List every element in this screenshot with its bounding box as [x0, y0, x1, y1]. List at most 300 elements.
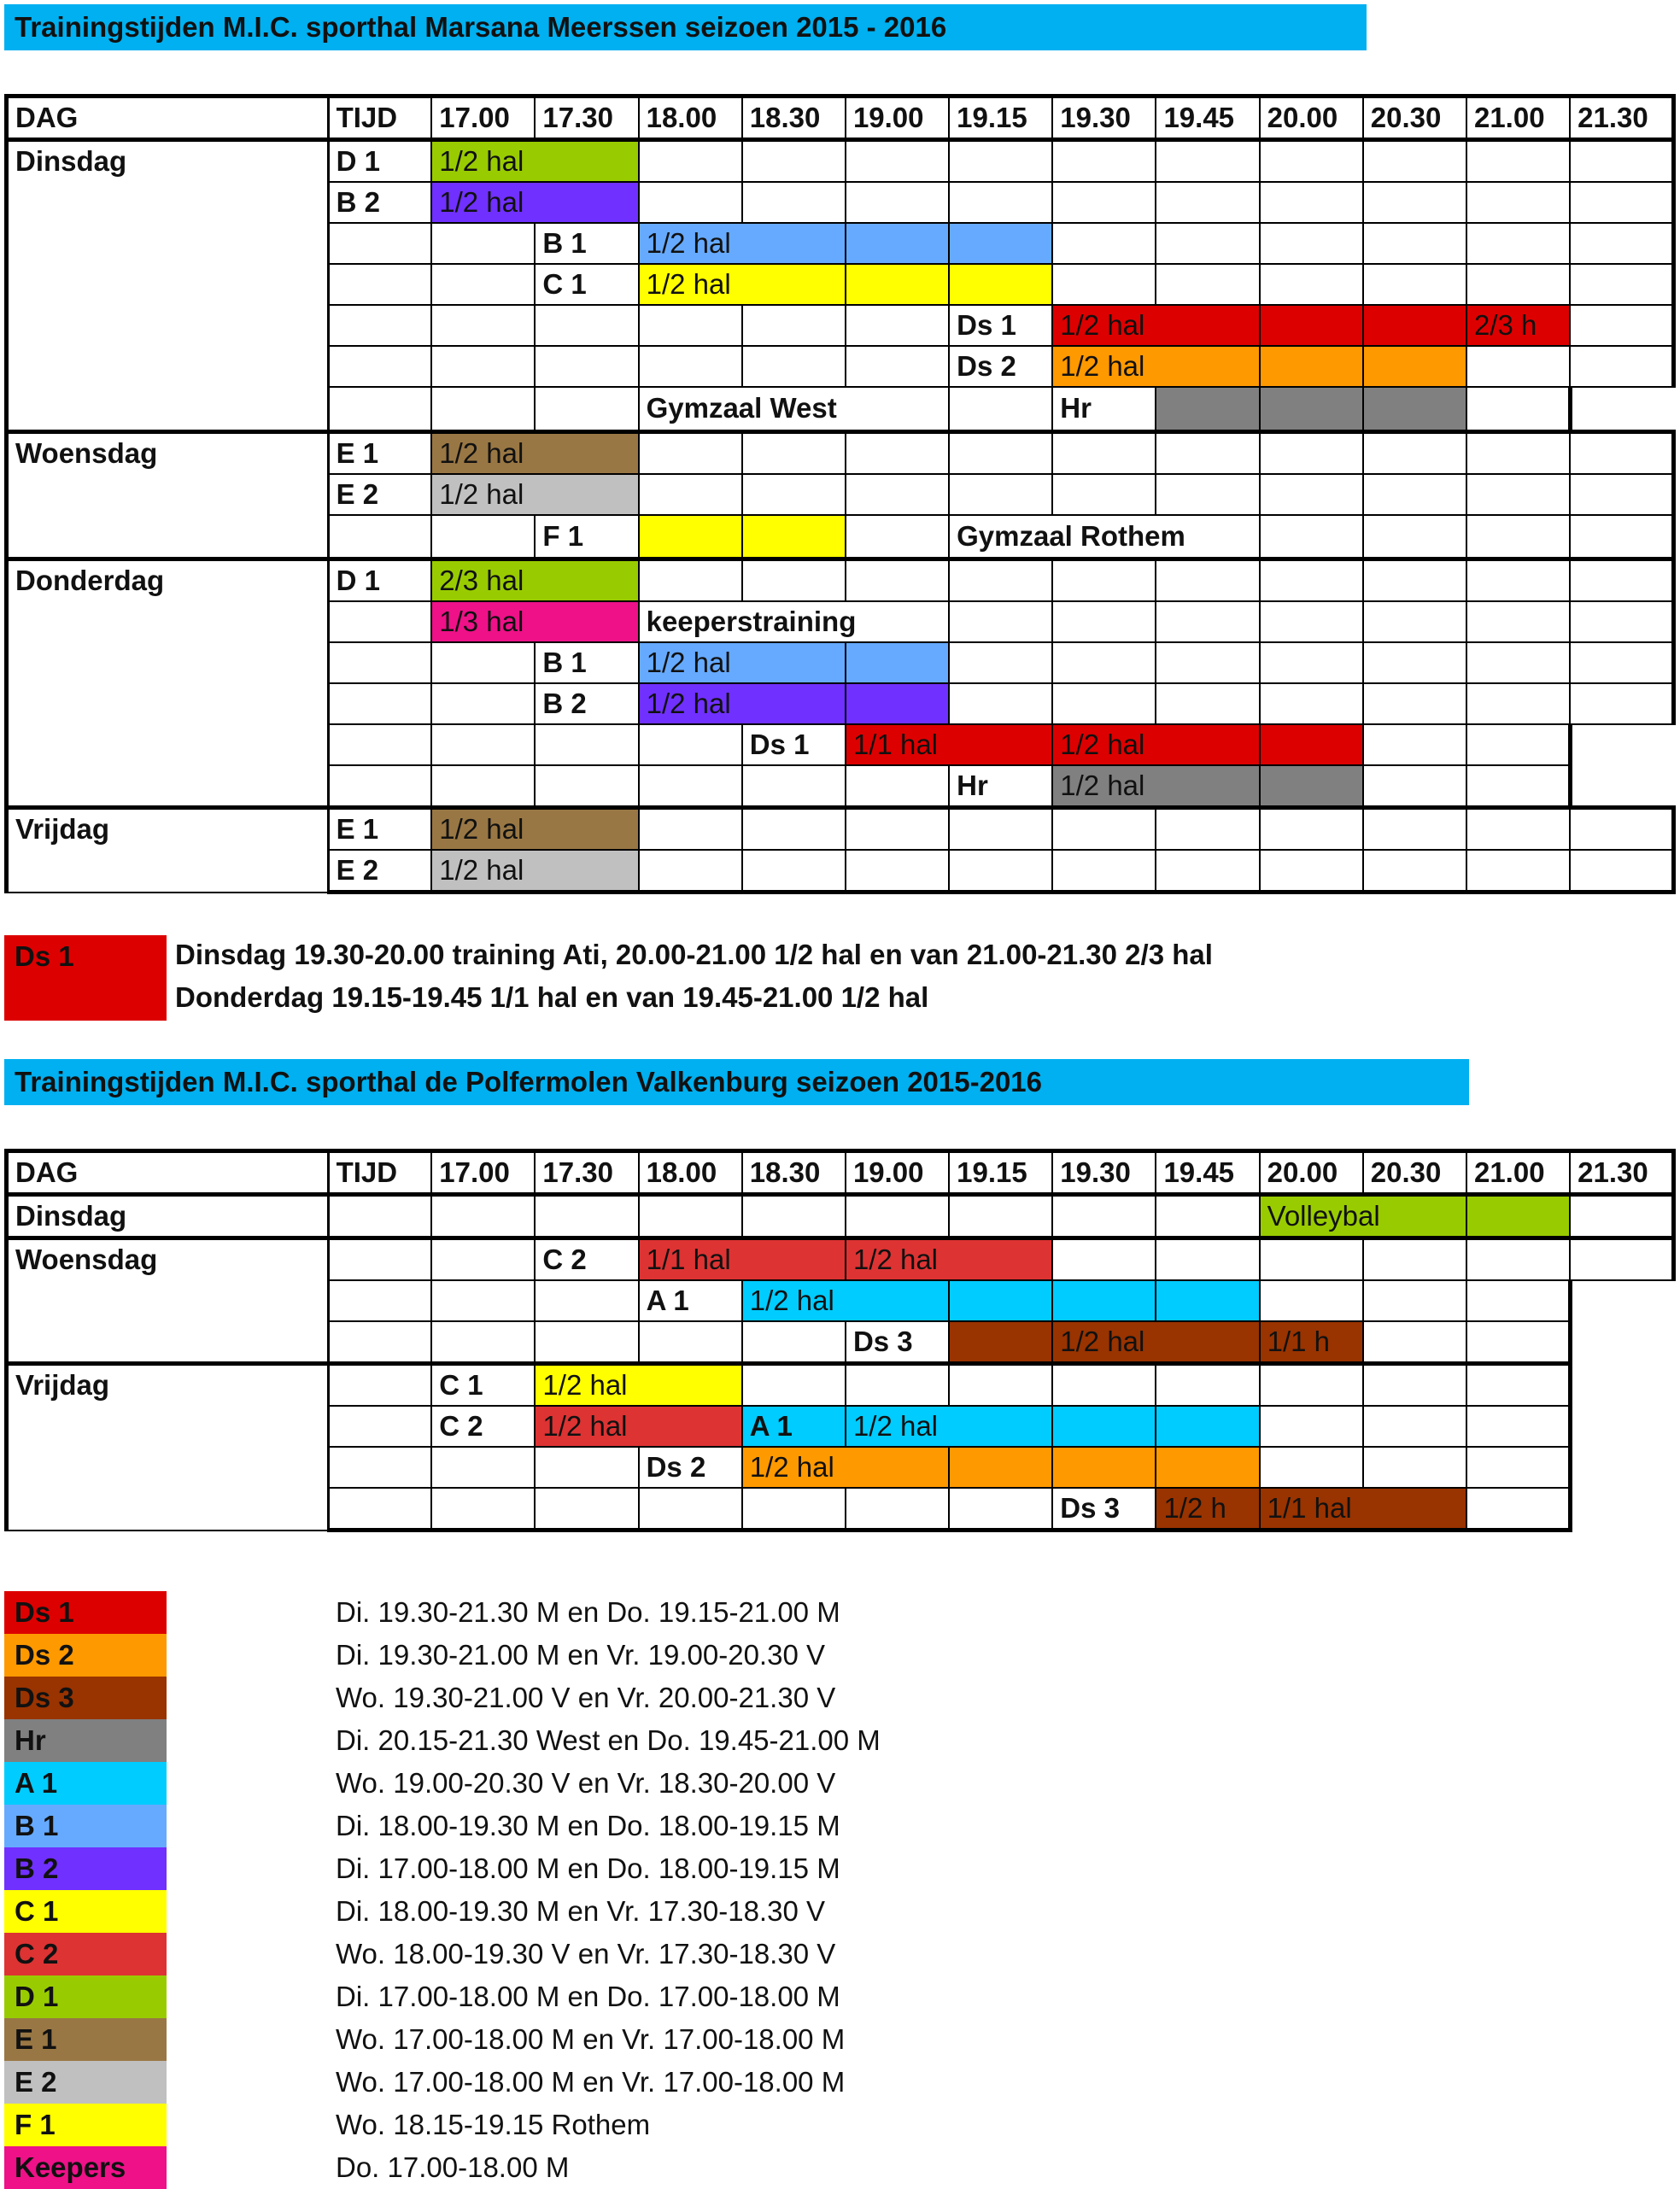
table-cell [846, 642, 949, 683]
table-cell [1156, 850, 1259, 893]
table-cell [949, 1488, 1052, 1531]
table-cell [1466, 1238, 1570, 1281]
table-cell [1363, 387, 1466, 431]
table-cell [431, 1238, 535, 1281]
team-cell: Ds 1 [742, 724, 846, 765]
table-cell [535, 1195, 638, 1238]
slot-keepers: 1/3 hal [431, 601, 638, 642]
table-cell [1260, 515, 1363, 559]
slot-ds3: 1/2 h [1156, 1488, 1259, 1531]
legend-key: E 1 [4, 2018, 167, 2061]
table-cell [1363, 1238, 1466, 1281]
table-cell [1363, 724, 1466, 765]
legend-text: Di. 20.15-21.30 West en Do. 19.45-21.00 M [336, 1724, 881, 1756]
header-slot: 19.00 [846, 1151, 949, 1195]
table-cell [846, 1364, 949, 1407]
slot-ds2: 1/2 hal [742, 1447, 949, 1488]
table-cell [742, 850, 846, 893]
table-cell [1363, 559, 1466, 602]
team-cell: E 2 [328, 474, 431, 515]
table-cell [1363, 1364, 1466, 1407]
table-cell [1466, 431, 1570, 474]
table-cell [846, 431, 949, 474]
slot-e1: 1/2 hal [431, 808, 638, 851]
table-cell [742, 140, 846, 183]
table-cell [639, 140, 742, 183]
team-cell: B 2 [535, 683, 638, 724]
table-cell [1260, 431, 1363, 474]
header-slot: 20.30 [1363, 1151, 1466, 1195]
table-cell [1466, 642, 1570, 683]
table-cell [1570, 474, 1673, 515]
table-cell [1570, 515, 1673, 559]
table-cell [1052, 850, 1156, 893]
table-cell [328, 1238, 431, 1281]
table-cell [639, 431, 742, 474]
table-cell [1570, 431, 1673, 474]
table-cell [742, 1364, 846, 1407]
table-cell [1466, 387, 1570, 431]
table-cell [431, 765, 535, 808]
table-cell [1363, 223, 1466, 264]
legend-item [4, 2018, 1029, 2061]
table-cell [1156, 140, 1259, 183]
table-cell [949, 1447, 1052, 1488]
table-cell [846, 182, 949, 223]
table-cell [742, 305, 846, 346]
table-cell [846, 474, 949, 515]
table-cell [1260, 474, 1363, 515]
table-cell [1570, 559, 1673, 602]
table-cell [1466, 683, 1570, 724]
legend-key: B 1 [4, 1805, 167, 1847]
team-cell: Ds 1 [949, 305, 1052, 346]
table-cell [535, 346, 638, 387]
legend-key: Keepers [4, 2146, 167, 2189]
table-cell [1570, 305, 1673, 346]
table-cell [1570, 140, 1673, 183]
table-cell [639, 724, 742, 765]
table-cell [328, 264, 431, 305]
table-cell [1052, 559, 1156, 602]
legend-item [4, 1975, 1029, 2018]
table-row [7, 808, 1674, 851]
table-cell [1466, 1364, 1570, 1407]
table-cell [1363, 1321, 1466, 1364]
legend-item [4, 1634, 1029, 1677]
table-cell [1156, 1447, 1259, 1488]
header-slot: 17.00 [431, 97, 535, 140]
keeper-training-label: keeperstraining [639, 601, 950, 642]
table-row [7, 1238, 1674, 1281]
table-cell [535, 765, 638, 808]
table-cell [535, 387, 638, 431]
table-cell [1570, 642, 1673, 683]
team-cell: B 1 [535, 642, 638, 683]
slot-ds2: 1/2 hal [1052, 346, 1259, 387]
table-cell [1466, 223, 1570, 264]
table-cell [1363, 642, 1466, 683]
team-cell: E 1 [328, 808, 431, 851]
table-cell [1052, 474, 1156, 515]
table-cell [1363, 601, 1466, 642]
ds1-note-line2: Donderdag 19.15-19.45 1/1 hal en van 19.45-21.00 1/2 hal [175, 981, 929, 1013]
table-cell [431, 387, 535, 431]
table-cell [1363, 182, 1466, 223]
table-cell [328, 223, 431, 264]
legend-text: Di. 18.00-19.30 M en Do. 18.00-19.15 M [336, 1810, 840, 1841]
slot-ds1: 1/1 hal [846, 724, 1052, 765]
table-cell [1466, 346, 1570, 387]
slot-e1: 1/2 hal [431, 431, 638, 474]
table-cell [949, 182, 1052, 223]
header-slot: 19.30 [1052, 97, 1156, 140]
table-cell [846, 683, 949, 724]
table-cell [1570, 223, 1673, 264]
table-cell [1156, 431, 1259, 474]
table-cell [742, 808, 846, 851]
table-cell [1466, 515, 1570, 559]
table-cell [1570, 264, 1673, 305]
legend-text: Wo. 17.00-18.00 M en Vr. 17.00-18.00 M [336, 2023, 846, 2055]
legend-item [4, 1847, 1029, 1890]
header-slot: 18.00 [639, 1151, 742, 1195]
table-cell [846, 559, 949, 602]
header-slot: 21.00 [1466, 97, 1570, 140]
table-cell [949, 223, 1052, 264]
table-cell [1156, 1195, 1259, 1238]
table-cell [1363, 1406, 1466, 1447]
legend-key: Ds 2 [4, 1634, 167, 1677]
legend-text: Wo. 17.00-18.00 M en Vr. 17.00-18.00 M [336, 2066, 846, 2098]
day-label: Donderdag [7, 559, 329, 808]
table-cell [1570, 850, 1673, 893]
table-cell [431, 724, 535, 765]
legend-text: Di. 17.00-18.00 M en Do. 17.00-18.00 M [336, 1981, 840, 2012]
table-cell [1260, 642, 1363, 683]
table-cell [846, 140, 949, 183]
table-cell [1052, 1406, 1156, 1447]
table-cell [1363, 264, 1466, 305]
slot-b2: 1/2 hal [431, 182, 638, 223]
table-cell [949, 1321, 1052, 1364]
day-label: Woensdag [7, 1238, 329, 1364]
table-cell [846, 850, 949, 893]
slot-d1: 1/2 hal [431, 140, 638, 183]
header-slot: 19.30 [1052, 1151, 1156, 1195]
table-cell [846, 264, 949, 305]
table-cell [535, 1488, 638, 1531]
team-cell: F 1 [535, 515, 638, 559]
table-cell [1363, 346, 1466, 387]
legend-item [4, 1762, 1029, 1805]
table-cell [742, 765, 846, 808]
slot-c2: 1/1 hal [639, 1238, 846, 1281]
team-cell: Ds 2 [949, 346, 1052, 387]
legend-key: E 2 [4, 2061, 167, 2104]
table-cell [1466, 1195, 1570, 1238]
location-west: Gymzaal West [639, 387, 950, 431]
location-rothem: Gymzaal Rothem [949, 515, 1260, 559]
table-cell [328, 601, 431, 642]
legend-item [4, 1719, 1029, 1762]
legend-item [4, 1933, 1029, 1975]
table-cell [328, 765, 431, 808]
table-cell [1363, 808, 1466, 851]
table-cell [328, 1364, 431, 1407]
header-slot: 19.45 [1156, 97, 1259, 140]
legend-key: Hr [4, 1719, 167, 1762]
team-cell: Ds 2 [639, 1447, 742, 1488]
team-cell: Hr [949, 765, 1052, 808]
table-cell [1052, 182, 1156, 223]
table-cell [328, 1406, 431, 1447]
table-cell [328, 515, 431, 559]
table-cell [1156, 642, 1259, 683]
header-slot: 17.30 [535, 1151, 638, 1195]
table-cell [639, 182, 742, 223]
schedule-title-meerssen: Trainingstijden M.I.C. sporthal Marsana Meerssen seizoen 2015 - 2016 [4, 4, 1367, 50]
table-cell [1466, 850, 1570, 893]
table-cell [1052, 264, 1156, 305]
legend-item [4, 2104, 1029, 2146]
table-cell [949, 850, 1052, 893]
table-cell [1570, 1238, 1673, 1281]
table-cell [846, 305, 949, 346]
table-cell [1052, 140, 1156, 183]
table-cell [1363, 850, 1466, 893]
table-cell [1466, 140, 1570, 183]
slot-b2: 1/2 hal [639, 683, 846, 724]
table-cell [431, 642, 535, 683]
team-cell: B 1 [535, 223, 638, 264]
table-cell [328, 1195, 431, 1238]
table-cell [1570, 1195, 1673, 1238]
table-cell [1156, 264, 1259, 305]
schedule-table-valkenburg [4, 1149, 1676, 1532]
team-cell: Ds 3 [846, 1321, 949, 1364]
table-cell [1260, 182, 1363, 223]
table-cell [639, 765, 742, 808]
header-day: DAG [7, 97, 329, 140]
schedule-title-valkenburg: Trainingstijden M.I.C. sporthal de Polfermolen Valkenburg seizoen 2015-2016 [4, 1059, 1469, 1105]
table-cell [639, 305, 742, 346]
table-cell [1363, 1447, 1466, 1488]
table-row [7, 140, 1674, 183]
legend-key: A 1 [4, 1762, 167, 1805]
table-cell [1570, 808, 1673, 851]
header-slot: 18.00 [639, 97, 742, 140]
team-cell: D 1 [328, 140, 431, 183]
table-cell [949, 559, 1052, 602]
day-label: Dinsdag [7, 1195, 329, 1238]
table-cell [1466, 765, 1570, 808]
table-cell [1466, 264, 1570, 305]
table-cell [1052, 808, 1156, 851]
slot-ds1-second: 1/2 hal [1052, 724, 1259, 765]
table-cell [1260, 223, 1363, 264]
table-cell [1363, 305, 1466, 346]
table-cell [1363, 683, 1466, 724]
table-cell [949, 264, 1052, 305]
slot-hr: 1/2 hal [1052, 765, 1259, 808]
legend-key: C 2 [4, 1933, 167, 1975]
table-cell [1052, 683, 1156, 724]
table-cell [1156, 1280, 1259, 1321]
table-cell [1260, 1406, 1363, 1447]
table-cell [1466, 559, 1570, 602]
legend-key: B 2 [4, 1847, 167, 1890]
table-cell [949, 683, 1052, 724]
day-label: Woensdag [7, 431, 329, 559]
table-cell [1466, 724, 1570, 765]
legend-text: Wo. 18.00-19.30 V en Vr. 17.30-18.30 V [336, 1938, 836, 1970]
slot-c1: 1/2 hal [639, 264, 846, 305]
table-cell [1260, 140, 1363, 183]
team-cell: E 1 [328, 431, 431, 474]
team-cell: B 2 [328, 182, 431, 223]
slot-e2: 1/2 hal [431, 850, 638, 893]
table-cell [1260, 346, 1363, 387]
team-cell: D 1 [328, 559, 431, 602]
table-cell [949, 431, 1052, 474]
table-cell [1260, 387, 1363, 431]
header-slot: 17.00 [431, 1151, 535, 1195]
table-cell [1466, 1406, 1570, 1447]
slot-b1: 1/2 hal [639, 642, 846, 683]
table-cell [1052, 601, 1156, 642]
legend-key: F 1 [4, 2104, 167, 2146]
table-cell [1156, 601, 1259, 642]
table-cell [846, 808, 949, 851]
table-cell [1570, 346, 1673, 387]
table-cell [1466, 1447, 1570, 1488]
team-cell: C 2 [431, 1406, 535, 1447]
day-label: Vrijdag [7, 808, 329, 893]
slot-b1: 1/2 hal [639, 223, 846, 264]
table-cell [742, 182, 846, 223]
table-cell [535, 1280, 638, 1321]
table-cell [1466, 601, 1570, 642]
table-cell [431, 1280, 535, 1321]
table-cell [1052, 1447, 1156, 1488]
legend-key: Ds 1 [4, 1591, 167, 1634]
table-cell [1156, 559, 1259, 602]
slot-c2: 1/2 hal [535, 1406, 741, 1447]
day-label: Vrijdag [7, 1364, 329, 1531]
table-cell [742, 1488, 846, 1531]
legend-item [4, 1805, 1029, 1847]
table-cell [1260, 1238, 1363, 1281]
table-cell [639, 515, 742, 559]
table-cell [1156, 1406, 1259, 1447]
table-cell [639, 1321, 742, 1364]
header-time: TIJD [328, 1151, 431, 1195]
legend-text: Wo. 19.00-20.30 V en Vr. 18.30-20.00 V [336, 1767, 836, 1799]
table-row [7, 559, 1674, 602]
header-slot: 21.00 [1466, 1151, 1570, 1195]
ds1-note-key: Ds 1 [4, 935, 167, 1021]
legend-text: Di. 19.30-21.30 M en Do. 19.15-21.00 M [336, 1596, 840, 1628]
table-cell [1260, 305, 1363, 346]
table-cell [1156, 474, 1259, 515]
table-cell [1052, 1280, 1156, 1321]
slot-ds1-late: 2/3 h [1466, 305, 1570, 346]
table-cell [1052, 1364, 1156, 1407]
slot-c1: 1/2 hal [535, 1364, 741, 1407]
table-cell [1466, 1488, 1570, 1531]
header-slot: 20.30 [1363, 97, 1466, 140]
table-cell [431, 1195, 535, 1238]
table-cell [639, 346, 742, 387]
header-slot: 17.30 [535, 97, 638, 140]
legend-item [4, 1890, 1029, 1933]
slot-c2-second: 1/2 hal [846, 1238, 1052, 1281]
table-cell [639, 1195, 742, 1238]
table-cell [1260, 683, 1363, 724]
table-cell [742, 515, 846, 559]
table-cell [1156, 1238, 1259, 1281]
table-cell [328, 1488, 431, 1531]
slot-ds3-second: 1/1 hal [1260, 1488, 1466, 1531]
table-cell [328, 1447, 431, 1488]
table-cell [1052, 1238, 1156, 1281]
table-cell [535, 305, 638, 346]
table-cell [1260, 1364, 1363, 1407]
table-cell [639, 808, 742, 851]
table-cell [949, 1280, 1052, 1321]
legend-key: Ds 3 [4, 1677, 167, 1719]
table-cell [1156, 683, 1259, 724]
table-cell [1260, 601, 1363, 642]
table-cell [535, 724, 638, 765]
legend-item [4, 2146, 1029, 2189]
table-cell [1260, 264, 1363, 305]
table-cell [1260, 724, 1363, 765]
table-cell [1570, 601, 1673, 642]
table-cell [431, 1447, 535, 1488]
table-cell [742, 1321, 846, 1364]
table-cell [949, 808, 1052, 851]
table-cell [949, 1364, 1052, 1407]
table-cell [846, 515, 949, 559]
table-cell [1363, 140, 1466, 183]
day-label: Dinsdag [7, 140, 329, 432]
table-cell [1156, 182, 1259, 223]
header-row [7, 1151, 1674, 1195]
table-cell [1260, 765, 1363, 808]
slot-ds3: 1/2 hal [1052, 1321, 1259, 1364]
table-cell [1156, 387, 1259, 431]
table-cell [639, 850, 742, 893]
table-cell [1260, 1280, 1363, 1321]
legend-text: Di. 18.00-19.30 M en Vr. 17.30-18.30 V [336, 1895, 825, 1927]
table-cell [1260, 1447, 1363, 1488]
team-cell: A 1 [639, 1280, 742, 1321]
table-cell [639, 1488, 742, 1531]
table-cell [1466, 1280, 1570, 1321]
table-cell [328, 387, 431, 431]
legend-text: Di. 19.30-21.00 M en Vr. 19.00-20.30 V [336, 1639, 825, 1671]
header-slot: 18.30 [742, 97, 846, 140]
team-cell: E 2 [328, 850, 431, 893]
table-row [7, 431, 1674, 474]
table-cell [535, 1447, 638, 1488]
table-row [7, 1195, 1674, 1238]
legend-item [4, 1591, 1029, 1634]
header-slot: 21.30 [1570, 97, 1673, 140]
table-cell [742, 474, 846, 515]
